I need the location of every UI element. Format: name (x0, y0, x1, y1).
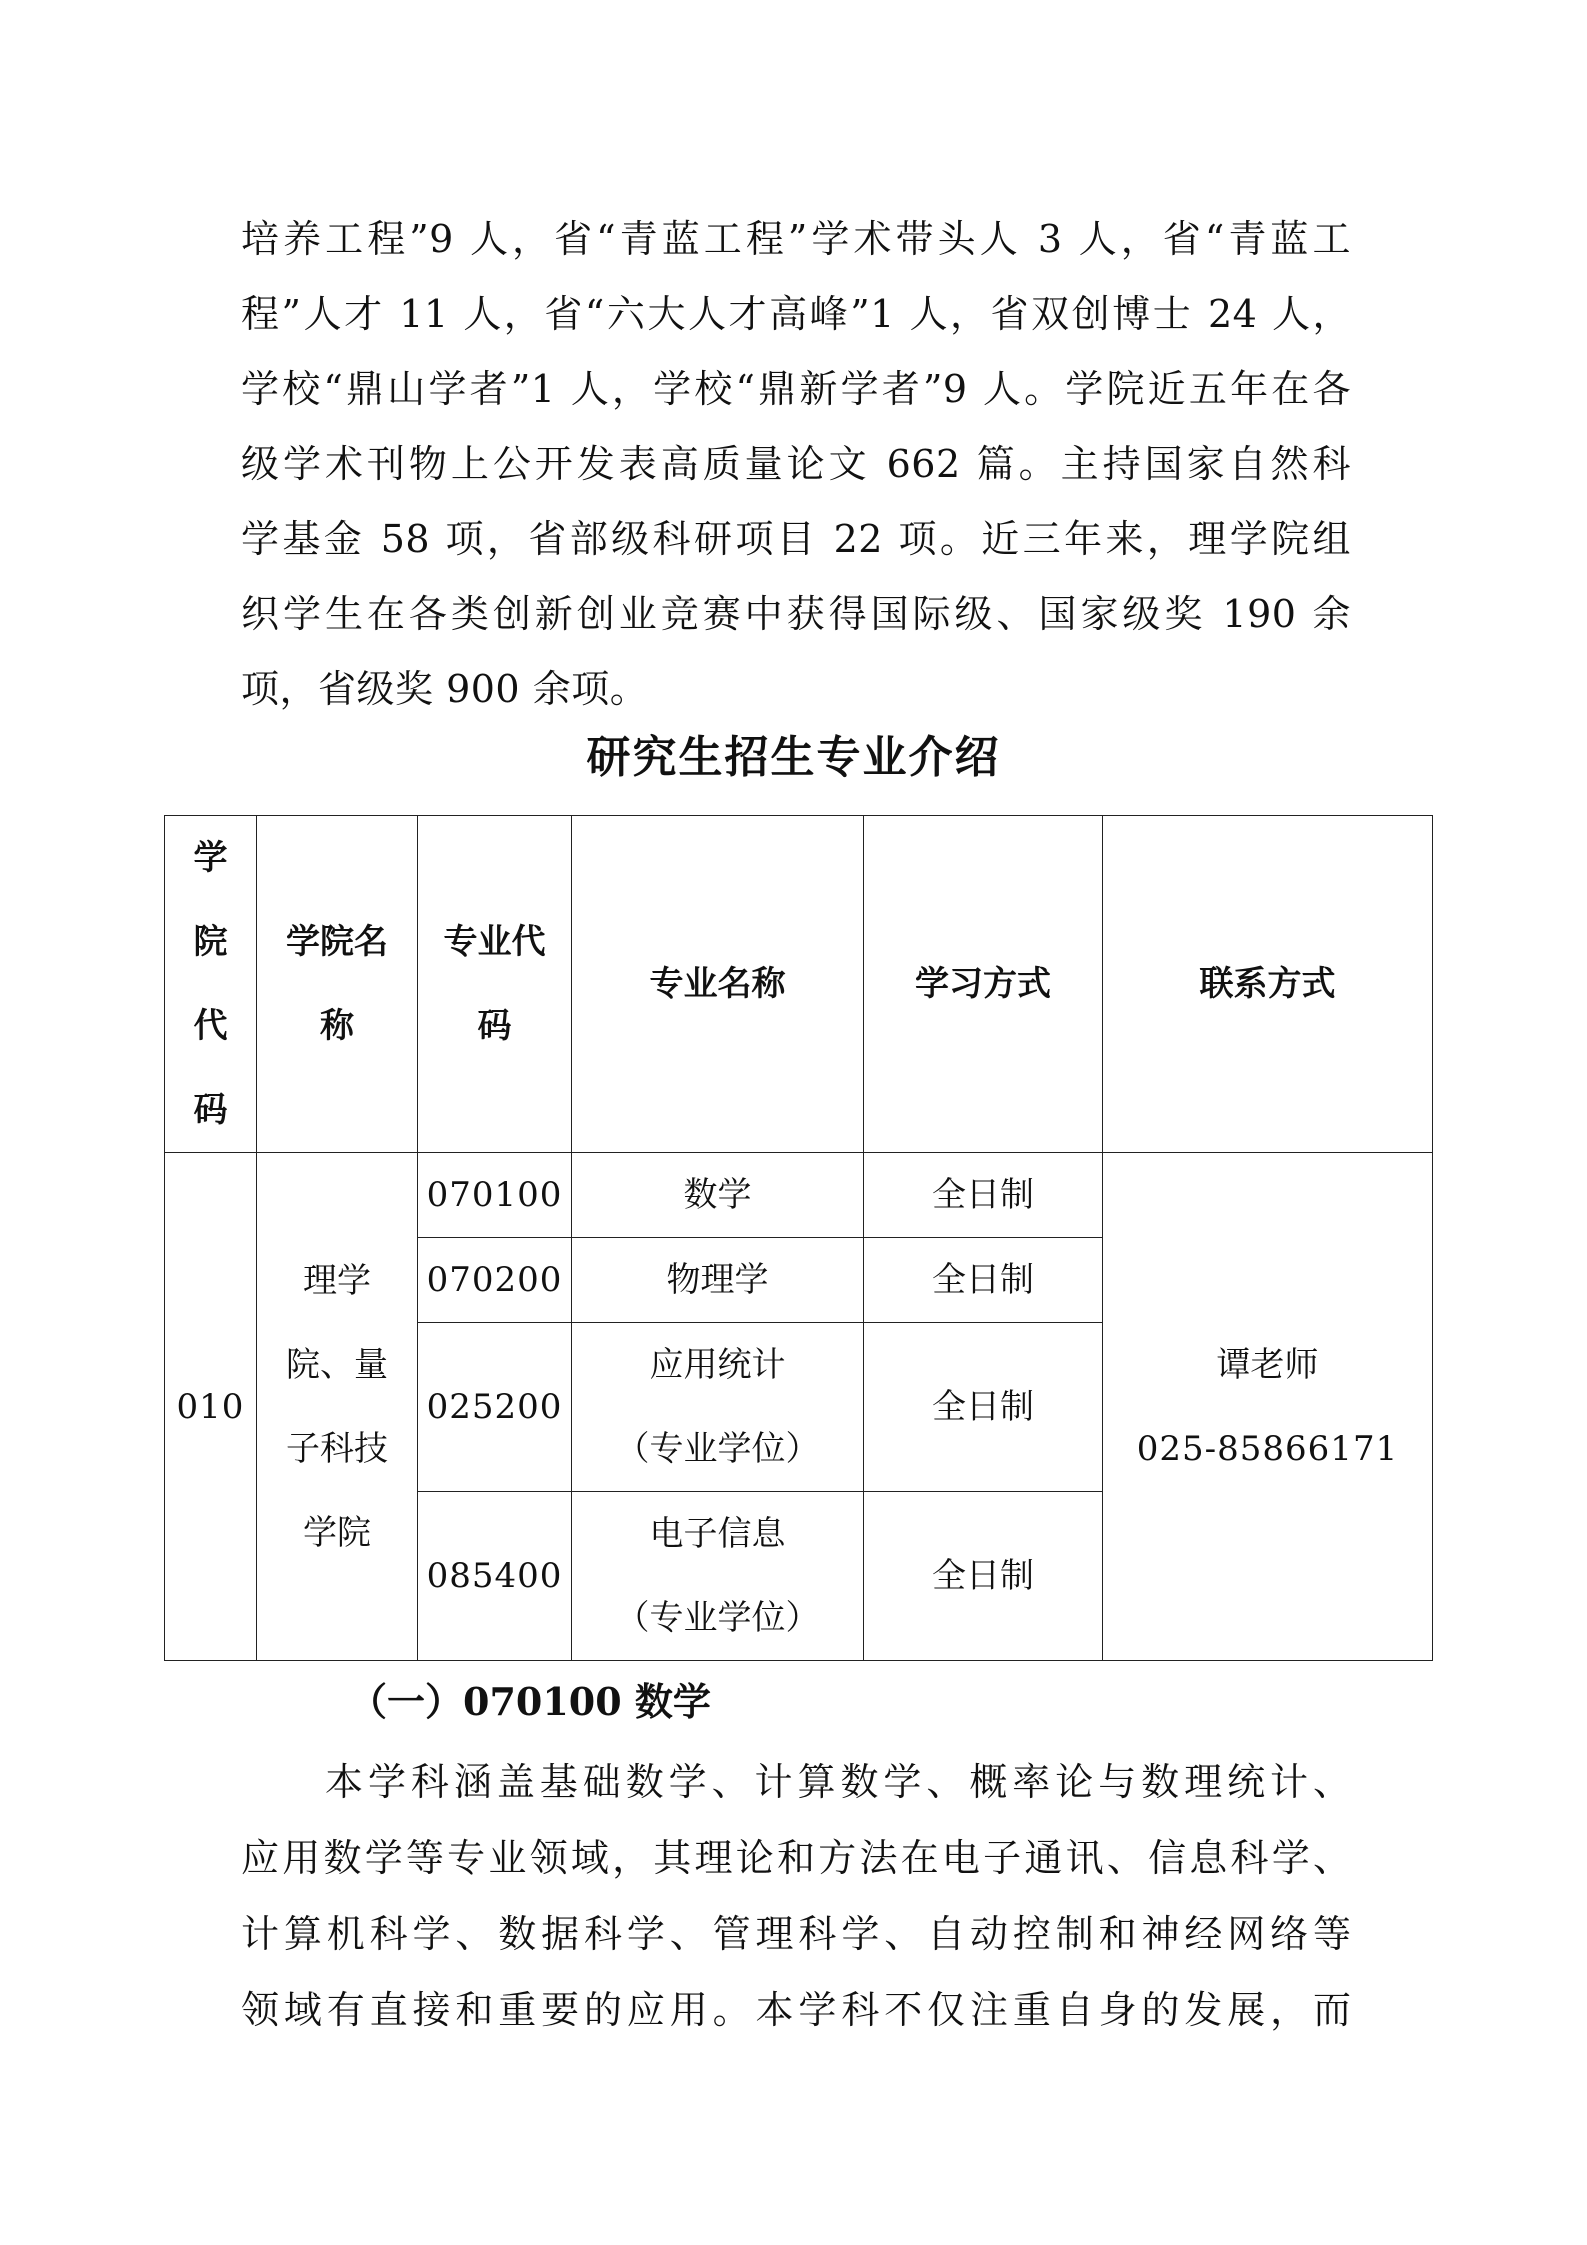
intro-line: 学基金 58 项，省部级科研项目 22 项。近三年来，理学院组 (241, 517, 1351, 561)
cell-study-mode: 全日制 (864, 1153, 1103, 1238)
contact-name: 谭老师 (1216, 1344, 1319, 1385)
major-name-main: 应用统计 (649, 1345, 786, 1385)
cell-contact (1103, 1153, 1433, 1661)
body-line: 领域有直接和重要的应用。本学科不仅注重自身的发展，而 (241, 1988, 1351, 2032)
table-header-row (165, 816, 1433, 1153)
major-name-sub: （专业学位） (615, 1598, 820, 1638)
body-line: 应用数学等专业领域，其理论和方法在电子通讯、信息科学、 (241, 1836, 1351, 1880)
body-line: 计算机科学、数据科学、管理科学、自动控制和神经网络等 (241, 1912, 1351, 1956)
intro-line: 织学生在各类创新创业竞赛中获得国际级、国家级奖 190 余 (241, 592, 1351, 636)
intro-line: 程”人才 11 人，省“六大人才高峰”1 人，省双创博士 24 人， (241, 292, 1351, 336)
intro-line: 级学术刊物上公开发表高质量论文 662 篇。主持国家自然科 (241, 442, 1351, 486)
cell-major-name (572, 1492, 864, 1661)
major-name-main: 电子信息 (649, 1514, 786, 1554)
intro-line: 项，省级奖 900 余项。 (241, 667, 649, 711)
section-heading: （一）070100 数学 (349, 1679, 711, 1724)
cell-college-code: 010 (165, 1153, 257, 1661)
major-name-sub: （专业学位） (615, 1429, 820, 1469)
cell-college-name: 理学院、量子科技学院 (257, 1153, 418, 1661)
header-college-name: 学院名称 (257, 816, 418, 1153)
cell-study-mode: 全日制 (864, 1492, 1103, 1661)
cell-major-name (572, 1323, 864, 1492)
cell-study-mode: 全日制 (864, 1323, 1103, 1492)
intro-paragraph (241, 202, 1351, 727)
cell-major-code: 070200 (418, 1238, 572, 1323)
contact-phone: 025-85866171 (1136, 1428, 1399, 1469)
header-study-mode: 学习方式 (864, 816, 1103, 1153)
header-major-name: 专业名称 (572, 816, 864, 1153)
cell-major-code: 070100 (418, 1153, 572, 1238)
header-contact: 联系方式 (1103, 816, 1433, 1153)
cell-study-mode: 全日制 (864, 1238, 1103, 1323)
page-title: 研究生招生专业介绍 (586, 732, 1001, 783)
cell-major-code: 085400 (418, 1492, 572, 1661)
header-major-code: 专业代码 (418, 816, 572, 1153)
cell-major-code: 025200 (418, 1323, 572, 1492)
majors-table (164, 815, 1433, 1661)
body-line: 本学科涵盖基础数学、计算数学、概率论与数理统计、 (325, 1760, 1351, 1804)
cell-major-name: 数学 (572, 1153, 864, 1238)
intro-line: 学校“鼎山学者”1 人，学校“鼎新学者”9 人。学院近五年在各 (241, 367, 1351, 411)
header-college-code: 学院代码 (165, 816, 257, 1153)
body-paragraph (241, 1744, 1351, 2048)
intro-line: 培养工程”9 人，省“青蓝工程”学术带头人 3 人，省“青蓝工 (241, 217, 1351, 261)
table-row (165, 1153, 1433, 1238)
cell-major-name: 物理学 (572, 1238, 864, 1323)
